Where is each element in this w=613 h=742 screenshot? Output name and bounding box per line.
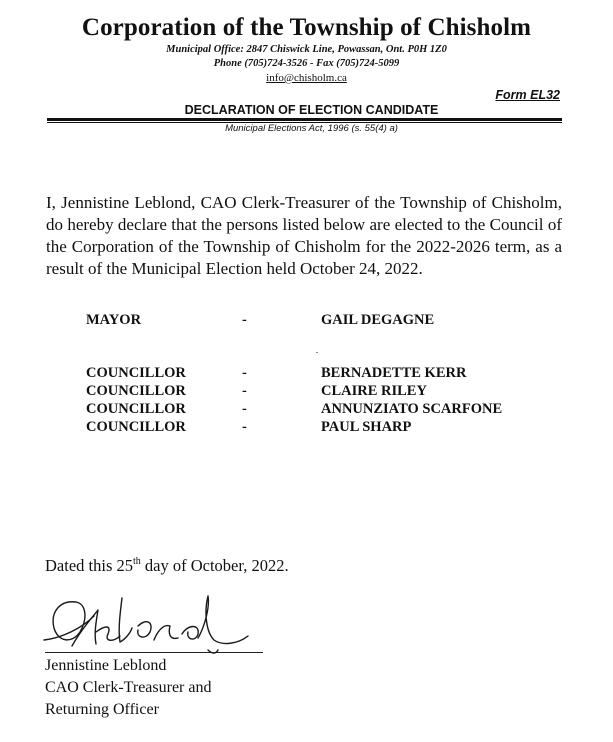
signer-title: CAO Clerk-Treasurer and [45, 679, 212, 696]
dated-line [45, 556, 289, 576]
elected-name: ANNUNZIATO SCARFONE [321, 401, 503, 417]
act-reference: Municipal Elections Act, 1996 (s. 55(4) a) [225, 123, 398, 134]
office-label: COUNCILLOR [86, 419, 186, 435]
elected-name: CLAIRE RILEY [321, 383, 427, 399]
row-dash: - [242, 401, 247, 417]
row-dash: - [242, 383, 247, 399]
row-dash: - [242, 365, 247, 381]
row-dash: - [242, 419, 247, 435]
dated-suffix: day of October, 2022. [140, 556, 289, 575]
elected-row-councillor-2 [0, 383, 613, 403]
elected-name: BERNADETTE KERR [321, 365, 467, 381]
organization-title: Corporation of the Township of Chisholm [81, 14, 532, 41]
office-label: COUNCILLOR [86, 365, 186, 381]
office-label: MAYOR [86, 312, 142, 328]
elected-row-councillor-3 [0, 401, 613, 421]
elected-name: GAIL DEGAGNE [321, 312, 435, 328]
office-address: Municipal Office: 2847 Chiswick Line, Powassan, Ont. P0H 1Z0 [166, 44, 447, 55]
elected-row-mayor [0, 312, 613, 332]
office-label: COUNCILLOR [86, 401, 186, 417]
header-rule-thick [47, 118, 562, 121]
elected-row-councillor-1 [0, 365, 613, 385]
declaration-paragraph: I, Jennistine Leblond, CAO Clerk-Treasurer of the Township of Chisholm, do hereby declare that the persons listed below are elected to the Council of the Corporation of the Township of Chisholm for the 2022-2026 term, as a result of the Municipal Election held October 24, 2022. [46, 193, 562, 278]
declaration-title: DECLARATION OF ELECTION CANDIDATE [184, 103, 439, 117]
form-number: Form EL32 [495, 88, 560, 102]
scan-speck [316, 352, 318, 353]
handwritten-signature [42, 588, 272, 660]
signature-line [45, 652, 263, 653]
office-label: COUNCILLOR [86, 383, 186, 399]
signer-name: Jennistine Leblond [45, 657, 167, 674]
email-link[interactable]: info@chisholm.ca [266, 72, 347, 84]
elected-name: PAUL SHARP [321, 419, 412, 435]
phone-fax: Phone (705)724-3526 - Fax (705)724-5099 [213, 58, 400, 69]
row-dash: - [242, 312, 247, 328]
dated-prefix: Dated this 25 [45, 556, 133, 575]
elected-row-councillor-4 [0, 419, 613, 439]
dated-ordinal: th [133, 556, 141, 567]
signer-role: Returning Officer [45, 701, 159, 718]
